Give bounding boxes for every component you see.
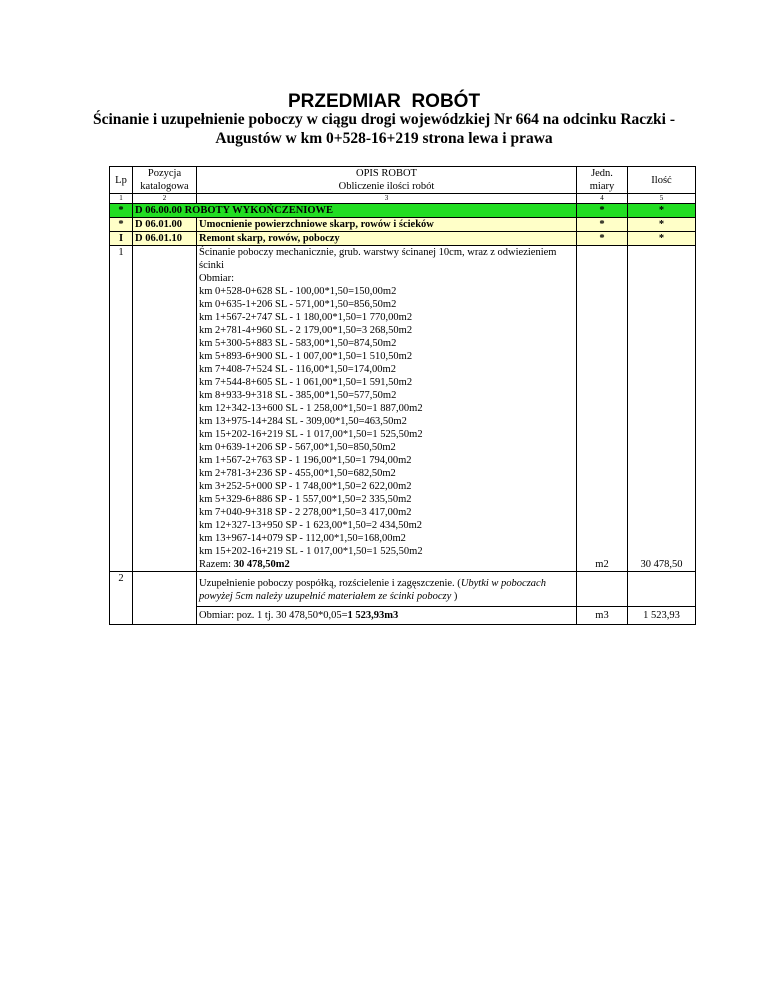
section-ilosc: * [628,204,696,218]
measurement-line: km 2+781-3+236 SP - 455,00*1,50=682,50m2 [199,468,396,479]
obmiar-label: Obmiar: [199,273,234,284]
section-lp: I [110,232,133,246]
header-jedn: Jedn. miary [577,167,628,194]
item-jedn-blank [577,572,628,607]
header-ilosc: Ilość [628,167,696,194]
measurement-line: km 1+567-2+763 SP - 1 196,00*1,50=1 794,00m2 [199,455,412,466]
column-number: 2 [133,194,197,204]
measurement-line: km 7+408-7+524 SL - 116,00*1,50=174,00m2 [199,364,396,375]
item-description [197,246,577,572]
measurement-line: km 13+967-14+079 SP - 112,00*1,50=168,00m2 [199,533,406,544]
column-number-row [110,194,696,204]
header-lp: Lp [110,167,133,194]
razem-value: 30 478,50m2 [233,559,290,570]
section-opis: Umocnienie powierzchniowe skarp, rowów i ścieków [197,218,577,232]
item-jedn: m3 [577,607,628,625]
section-pozycja: D 06.00.00 ROBOTY WYKOŃCZENIOWE [133,204,577,218]
item-ilosc: 1 523,93 [628,607,696,625]
razem-line [199,558,574,571]
page-subtitle: Ścinanie i uzupełnienie poboczy w ciągu drogi wojewódzkiej Nr 664 na odcinku Raczki - Augustów w km 0+528-16+219 strona lewa i prawa [93,111,675,147]
measurement-line: km 13+975-14+284 SL - 309,00*1,50=463,50m2 [199,416,407,427]
column-number: 3 [197,194,577,204]
table-header-row [110,167,696,194]
measurement-line: km 15+202-16+219 SL - 1 017,00*1,50=1 525,50m2 [199,546,423,557]
item-pozycja [133,572,197,625]
section-ilosc: * [628,232,696,246]
column-number: 5 [628,194,696,204]
measurement-line: km 8+933-9+318 SL - 385,00*1,50=577,50m2 [199,390,397,401]
item-description-text: Ścinanie poboczy mechanicznie, grub. warstwy ścinanej 10cm, wraz z odwiezieniem ścinki [199,247,557,271]
item-row-2-obmiar [110,607,696,625]
header-opis [197,167,577,194]
section-opis: Remont skarp, rowów, poboczy [197,232,577,246]
section-pozycja: D 06.01.10 [133,232,197,246]
section-jedn: * [577,204,628,218]
measurement-line: km 7+544-8+605 SL - 1 061,00*1,50=1 591,50m2 [199,377,413,388]
item2-description-main: Uzupełnienie poboczy pospółką, rozścielenie i zagęszczenie. ( [199,578,461,589]
section-row-remont [110,232,696,246]
measurement-line: km 7+040-9+318 SP - 2 278,00*1,50=3 417,00m2 [199,507,412,518]
section-jedn: * [577,218,628,232]
section-pozycja: D 06.01.00 [133,218,197,232]
header-opis-line1: OPIS ROBOT [356,168,417,179]
item-ilosc-blank [628,572,696,607]
header-pozycja: Pozycja katalogowa [133,167,197,194]
item-ilosc: 30 478,50 [628,246,696,572]
measurement-line: km 3+252-5+000 SP - 1 748,00*1,50=2 622,00m2 [199,481,412,492]
column-number: 1 [110,194,133,204]
item-row-1 [110,246,696,572]
section-lp: * [110,218,133,232]
section-row-umocnienie [110,218,696,232]
item-lp: 2 [110,572,133,625]
item-description [197,572,577,607]
razem-label: Razem: [199,559,234,570]
section-row-roboty-wykonczeniowe [110,204,696,218]
item2-description-end: ) [451,591,458,602]
measurement-line: km 0+528-0+628 SL - 100,00*1,50=150,00m2 [199,286,397,297]
measurement-line: km 5+893-6+900 SL - 1 007,00*1,50=1 510,50m2 [199,351,413,362]
measurement-line: km 0+635-1+206 SL - 571,00*1,50=856,50m2 [199,299,397,310]
measurement-line: km 0+639-1+206 SP - 567,00*1,50=850,50m2 [199,442,396,453]
measurement-line: km 5+300-5+883 SL - 583,00*1,50=874,50m2 [199,338,397,349]
section-ilosc: * [628,218,696,232]
measurement-lines [199,285,574,558]
item-pozycja [133,246,197,572]
measurement-line: km 2+781-4+960 SL - 2 179,00*1,50=3 268,50m2 [199,325,413,336]
item-row-2 [110,572,696,607]
measurement-line: km 5+329-6+886 SP - 1 557,00*1,50=2 335,50m2 [199,494,412,505]
column-number: 4 [577,194,628,204]
item-jedn: m2 [577,246,628,572]
item2-description-italic: Ubytki w poboczach powyżej 5cm należy uzupełnić materiałem ze ścinki poboczy [199,578,546,602]
page-title: PRZEDMIAR ROBÓT [287,91,481,112]
measurement-line: km 12+342-13+600 SL - 1 258,00*1,50=1 887,00m2 [199,403,423,414]
obmiar-line [197,607,577,625]
header-opis-line2: Obliczenie ilości robót [338,181,435,192]
obmiar-value: 1 523,93m3 [347,610,399,621]
section-lp: * [110,204,133,218]
section-jedn: * [577,232,628,246]
measurement-line: km 15+202-16+219 SL - 1 017,00*1,50=1 525,50m2 [199,429,423,440]
bill-of-quantities-table [109,166,696,625]
measurement-line: km 1+567-2+747 SL - 1 180,00*1,50=1 770,00m2 [199,312,413,323]
item-lp: 1 [110,246,133,572]
obmiar-prefix: Obmiar: poz. 1 tj. 30 478,50*0,05= [199,610,348,621]
measurement-line: km 12+327-13+950 SP - 1 623,00*1,50=2 434,50m2 [199,520,423,531]
